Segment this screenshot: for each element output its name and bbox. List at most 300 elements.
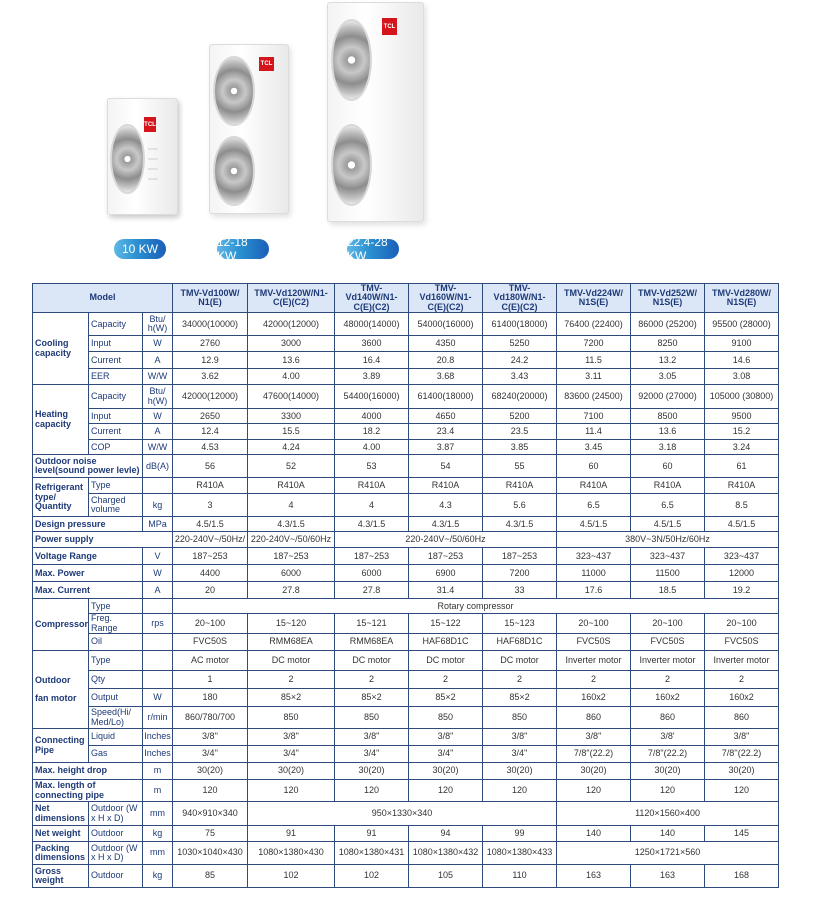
cell: 3/8"	[335, 729, 409, 746]
cell: 4.00	[335, 440, 409, 455]
cell: 102	[335, 865, 409, 888]
group-label: Packing dimensions	[33, 842, 89, 865]
table-row	[33, 842, 779, 865]
cell: 3300	[248, 409, 335, 424]
cell: 1080×1380×430	[248, 842, 335, 865]
row-label: Input	[89, 336, 143, 352]
cell: 3/8"	[248, 729, 335, 746]
cell: 4	[335, 494, 409, 517]
cell: 220-240V~/50Hz/	[173, 532, 248, 548]
tcl-logo: TCL	[144, 117, 156, 132]
cell: 4	[248, 494, 335, 517]
cell: 3/8"	[705, 729, 779, 746]
cell: 13.6	[248, 352, 335, 369]
unit-label: kg	[143, 865, 173, 888]
cell: 160x2	[705, 689, 779, 707]
cell: 3.62	[173, 369, 248, 385]
cell: 15~122	[409, 614, 483, 634]
cell: 7/8"(22.2)	[557, 746, 631, 763]
table-row	[33, 313, 779, 336]
cell: 6.5	[631, 494, 705, 517]
cell: 53	[335, 455, 409, 478]
row-label: Capacity	[89, 313, 143, 336]
cell: FVC50S	[705, 634, 779, 651]
cell: HAF68D1C	[483, 634, 557, 651]
fan-icon	[331, 19, 372, 101]
cell: 6.5	[557, 494, 631, 517]
cell: 860	[557, 707, 631, 729]
table-row	[33, 565, 779, 582]
cell: 120	[409, 780, 483, 802]
unit-label	[143, 478, 173, 494]
table-row	[33, 352, 779, 369]
cell: R410A	[173, 478, 248, 494]
cell: 6900	[409, 565, 483, 582]
cell: 55	[483, 455, 557, 478]
row-label: Liquid	[89, 729, 143, 746]
vent-line	[148, 148, 158, 150]
cell: 15~120	[248, 614, 335, 634]
cell: 850	[248, 707, 335, 729]
model-header-row	[33, 284, 779, 313]
table-row	[33, 826, 779, 842]
cell: 54000(16000)	[409, 313, 483, 336]
unit-label: Btu/ h(W)	[143, 313, 173, 336]
cell: 4.00	[248, 369, 335, 385]
cell: 3/8'	[631, 729, 705, 746]
cell: 95500 (28000)	[705, 313, 779, 336]
cell: 23.5	[483, 424, 557, 440]
cell: 187~253	[483, 548, 557, 565]
cell: 4650	[409, 409, 483, 424]
cell: 48000(14000)	[335, 313, 409, 336]
cell: 4.5/1.5	[705, 517, 779, 532]
cell: 3/4"	[409, 746, 483, 763]
cell: 30(20)	[631, 763, 705, 780]
unit-label: kg	[143, 826, 173, 842]
cell: 7100	[557, 409, 631, 424]
cell: 30(20)	[705, 763, 779, 780]
cell: 120	[557, 780, 631, 802]
table-row	[33, 582, 779, 599]
cell: 120	[248, 780, 335, 802]
table-row	[33, 634, 779, 651]
row-label: Type	[89, 651, 143, 671]
table-row	[33, 455, 779, 478]
unit-label: Inches	[143, 746, 173, 763]
cell: 6000	[335, 565, 409, 582]
cell: 12.4	[173, 424, 248, 440]
table-row	[33, 336, 779, 352]
cell: RMM68EA	[335, 634, 409, 651]
cell: 61	[705, 455, 779, 478]
unit-label: Btu/ h(W)	[143, 385, 173, 409]
cell: 30(20)	[248, 763, 335, 780]
cell: 180	[173, 689, 248, 707]
cell: 120	[631, 780, 705, 802]
model-name: TMV-Vd224W/ N1S(E)	[557, 284, 631, 313]
row-label: COP	[89, 440, 143, 455]
cell: 102	[248, 865, 335, 888]
row-label: Design pressure	[33, 517, 143, 532]
row-label: Type	[89, 478, 143, 494]
cell: 54400(16000)	[335, 385, 409, 409]
cell: 850	[335, 707, 409, 729]
table-row	[33, 494, 779, 517]
cell: 187~253	[173, 548, 248, 565]
cell: 4.5/1.5	[557, 517, 631, 532]
cell: 120	[335, 780, 409, 802]
cell: 11.5	[557, 352, 631, 369]
table-row	[33, 746, 779, 763]
cell: 940×910×340	[173, 802, 248, 826]
cell: 220-240V~/50/60Hz	[335, 532, 557, 548]
row-label: Charged volume	[89, 494, 143, 517]
cell: 3.11	[557, 369, 631, 385]
cell: 163	[631, 865, 705, 888]
cell: 68240(20000)	[483, 385, 557, 409]
cell: 4000	[335, 409, 409, 424]
cell: 1250×1721×560	[557, 842, 779, 865]
cell: 3600	[335, 336, 409, 352]
cell: 105000 (30800)	[705, 385, 779, 409]
cell: 4.3/1.5	[409, 517, 483, 532]
row-label: Outdoor noise level(sound power levle)	[33, 455, 143, 478]
cell: 163	[557, 865, 631, 888]
cell: 145	[705, 826, 779, 842]
group-label: Refrigerant type/ Quantity	[33, 478, 89, 517]
row-label: Outdoor (W x H x D)	[89, 802, 143, 826]
cell: 323~437	[557, 548, 631, 565]
cell: 76400 (22400)	[557, 313, 631, 336]
unit-label: W	[143, 336, 173, 352]
cell: 52	[248, 455, 335, 478]
cell: 99	[483, 826, 557, 842]
cell: 3/4"	[335, 746, 409, 763]
cell: 92000 (27000)	[631, 385, 705, 409]
cell: 3.08	[705, 369, 779, 385]
group-label	[33, 651, 89, 729]
cell: 11500	[631, 565, 705, 582]
cell: DC motor	[248, 651, 335, 671]
capacity-badge-10kw: 10 KW	[114, 239, 166, 259]
model-name: TMV-Vd280W/ N1S(E)	[705, 284, 779, 313]
cell: 60	[557, 455, 631, 478]
cell: 4350	[409, 336, 483, 352]
cell: 18.2	[335, 424, 409, 440]
cell: 31.4	[409, 582, 483, 599]
cell: 3.89	[335, 369, 409, 385]
row-label: Oil	[89, 634, 143, 651]
table-row	[33, 689, 779, 707]
cell: R410A	[483, 478, 557, 494]
cell: 3.68	[409, 369, 483, 385]
cell: 187~253	[409, 548, 483, 565]
group-label: Compressor	[33, 599, 89, 651]
cell: 3.45	[557, 440, 631, 455]
cell: R410A	[557, 478, 631, 494]
cell: Inverter motor	[631, 651, 705, 671]
cell: 4.5/1.5	[173, 517, 248, 532]
cell: 42000(12000)	[173, 385, 248, 409]
cell: 120	[173, 780, 248, 802]
table-row	[33, 865, 779, 888]
table-row	[33, 671, 779, 689]
model-name: TMV-Vd160W/N1- C(E)(C2)	[409, 284, 483, 313]
cell: Inverter motor	[705, 651, 779, 671]
cell: 20~100	[705, 614, 779, 634]
fan-icon	[331, 124, 372, 206]
cell: 85×2	[483, 689, 557, 707]
row-label: EER	[89, 369, 143, 385]
unit-label: A	[143, 582, 173, 599]
cell: DC motor	[335, 651, 409, 671]
table-row	[33, 651, 779, 671]
unit-label: W	[143, 565, 173, 582]
cell: 110	[483, 865, 557, 888]
cell: 4.53	[173, 440, 248, 455]
cell: 61400(18000)	[409, 385, 483, 409]
table-row	[33, 532, 779, 548]
model-name: TMV-Vd120W/N1- C(E)(C2)	[248, 284, 335, 313]
cell: AC motor	[173, 651, 248, 671]
cell: 9500	[705, 409, 779, 424]
cell: 140	[631, 826, 705, 842]
cell: 1120×1560×400	[557, 802, 779, 826]
cell: 20~100	[173, 614, 248, 634]
cell: 86000 (25200)	[631, 313, 705, 336]
cell: 23.4	[409, 424, 483, 440]
cell: RMM68EA	[248, 634, 335, 651]
unit-label: W/W	[143, 369, 173, 385]
cell: R410A	[248, 478, 335, 494]
cell: 140	[557, 826, 631, 842]
unit-label: V	[143, 548, 173, 565]
row-label: Qty	[89, 671, 143, 689]
unit-label	[143, 599, 173, 614]
cell: 3.18	[631, 440, 705, 455]
cell: 91	[335, 826, 409, 842]
cell: 4.24	[248, 440, 335, 455]
cell: 2760	[173, 336, 248, 352]
cell: 323~437	[705, 548, 779, 565]
cell: 5.6	[483, 494, 557, 517]
cell: 7/8"(22.2)	[631, 746, 705, 763]
cell: R410A	[409, 478, 483, 494]
cell: 54	[409, 455, 483, 478]
cell: 8250	[631, 336, 705, 352]
unit-label	[143, 671, 173, 689]
cell: 4.3/1.5	[483, 517, 557, 532]
table-row	[33, 548, 779, 565]
table-row	[33, 780, 779, 802]
row-label: Freg. Range	[89, 614, 143, 634]
cell: 3/4''	[173, 746, 248, 763]
cell: 20	[173, 582, 248, 599]
cell: 94	[409, 826, 483, 842]
group-label: Gross weight	[33, 865, 89, 888]
tcl-logo: TCL	[382, 18, 397, 35]
cell: 3.87	[409, 440, 483, 455]
cell: 850	[409, 707, 483, 729]
row-label: Gas	[89, 746, 143, 763]
group-label: Cooling capacity	[33, 313, 89, 385]
cell: 187~253	[335, 548, 409, 565]
unit-label: m	[143, 780, 173, 802]
unit-label: mm	[143, 842, 173, 865]
cell: R410A	[335, 478, 409, 494]
table-row	[33, 763, 779, 780]
row-label: Voltage Range	[33, 548, 143, 565]
row-label: Current	[89, 352, 143, 369]
cell: 60	[631, 455, 705, 478]
cell: 61400(18000)	[483, 313, 557, 336]
group-label: Net weight	[33, 826, 89, 842]
unit-label: W	[143, 409, 173, 424]
row-label: Capacity	[89, 385, 143, 409]
cell: 220-240V~/50/60Hz	[248, 532, 335, 548]
cell: 18.5	[631, 582, 705, 599]
cell: 187~253	[248, 548, 335, 565]
cell: 33	[483, 582, 557, 599]
vent-line	[148, 168, 158, 170]
cell: 42000(12000)	[248, 313, 335, 336]
row-label: Power supply	[33, 532, 173, 548]
cell: 3/4''	[483, 746, 557, 763]
cell: 4.3/1.5	[248, 517, 335, 532]
cell: 3/4"	[248, 746, 335, 763]
cell: 3.24	[705, 440, 779, 455]
cell: 15~121	[335, 614, 409, 634]
table-row	[33, 614, 779, 634]
model-name: TMV-Vd252W/ N1S(E)	[631, 284, 705, 313]
group-label: Connecting Pipe	[33, 729, 89, 763]
unit-label: A	[143, 352, 173, 369]
row-label: Outdoor	[89, 865, 143, 888]
cell: 83600 (24500)	[557, 385, 631, 409]
cell: 5200	[483, 409, 557, 424]
row-label: Outdoor	[89, 826, 143, 842]
group-label-line: Outdoor	[35, 674, 71, 685]
cell: 12.9	[173, 352, 248, 369]
fan-icon	[110, 124, 145, 194]
table-row	[33, 424, 779, 440]
cell: 30(20)	[557, 763, 631, 780]
table-row	[33, 409, 779, 424]
cell: 3000	[248, 336, 335, 352]
cell: 7200	[557, 336, 631, 352]
unit-label: A	[143, 424, 173, 440]
group-label: Heating capacity	[33, 385, 89, 455]
unit-label: m	[143, 763, 173, 780]
fan-icon	[213, 136, 255, 206]
group-label-line: fan motor	[35, 693, 77, 704]
cell: R410A	[705, 478, 779, 494]
cell: 12000	[705, 565, 779, 582]
cell: 20.8	[409, 352, 483, 369]
cell: 160x2	[631, 689, 705, 707]
row-label: Output	[89, 689, 143, 707]
cell: 3.05	[631, 369, 705, 385]
unit-label: W	[143, 689, 173, 707]
table-row	[33, 385, 779, 409]
cell: 6000	[248, 565, 335, 582]
unit-label: dB(A)	[143, 455, 173, 478]
table-row	[33, 729, 779, 746]
model-name: TMV-Vd180W/N1- C(E)(C2)	[483, 284, 557, 313]
row-label: Type	[89, 599, 143, 614]
row-label: Current	[89, 424, 143, 440]
cell: 4.3	[409, 494, 483, 517]
unit-label: kg	[143, 494, 173, 517]
row-label: Speed(Hi/ Med/Lo)	[89, 707, 143, 729]
cell: 30(20)	[173, 763, 248, 780]
cell: 1	[173, 671, 248, 689]
cell: 56	[173, 455, 248, 478]
cell: 3	[173, 494, 248, 517]
cell: HAF68D1C	[409, 634, 483, 651]
cell: 860/780/700	[173, 707, 248, 729]
cell: 13.6	[631, 424, 705, 440]
cell: 120	[483, 780, 557, 802]
unit-label: W/W	[143, 440, 173, 455]
cell: DC motor	[409, 651, 483, 671]
cell: 160x2	[557, 689, 631, 707]
capacity-badge-22-28kw: 22.4-28 KW	[347, 239, 399, 259]
cell: 2	[335, 671, 409, 689]
cell: 20~100	[631, 614, 705, 634]
cell: 11.4	[557, 424, 631, 440]
cell: Rotary compressor	[173, 599, 779, 614]
unit-label: rps	[143, 614, 173, 634]
cell: 14.6	[705, 352, 779, 369]
cell: 27.8	[248, 582, 335, 599]
table-row	[33, 517, 779, 532]
cell: 105	[409, 865, 483, 888]
model-name: TMV-Vd140W/N1- C(E)(C2)	[335, 284, 409, 313]
unit-label: Inches	[143, 729, 173, 746]
table-row	[33, 707, 779, 729]
cell: 3/8"	[483, 729, 557, 746]
cell: 91	[248, 826, 335, 842]
cell: 1030×1040×430	[173, 842, 248, 865]
cell: 85×2	[335, 689, 409, 707]
table-row	[33, 599, 779, 614]
cell: 5250	[483, 336, 557, 352]
cell: 17.6	[557, 582, 631, 599]
tcl-logo: TCL	[259, 57, 274, 71]
capacity-badge-12-18kw: 12-18 KW	[217, 239, 269, 259]
cell: Inverter motor	[557, 651, 631, 671]
unit-label: r/min	[143, 707, 173, 729]
cell: 75	[173, 826, 248, 842]
cell: 2	[248, 671, 335, 689]
cell: 1080×1380×433	[483, 842, 557, 865]
cell: 2	[409, 671, 483, 689]
cell: 19.2	[705, 582, 779, 599]
cell: 4.3/1.5	[335, 517, 409, 532]
cell: 380V~3N/50Hz/60Hz	[557, 532, 779, 548]
group-label: Net dimensions	[33, 802, 89, 826]
cell: FVC50S	[173, 634, 248, 651]
cell: 2	[705, 671, 779, 689]
cell: 7/8''(22.2)	[705, 746, 779, 763]
cell: 1080×1380×431	[335, 842, 409, 865]
cell: 85	[173, 865, 248, 888]
cell: 85×2	[248, 689, 335, 707]
unit-label: mm	[143, 802, 173, 826]
unit-label	[143, 651, 173, 671]
